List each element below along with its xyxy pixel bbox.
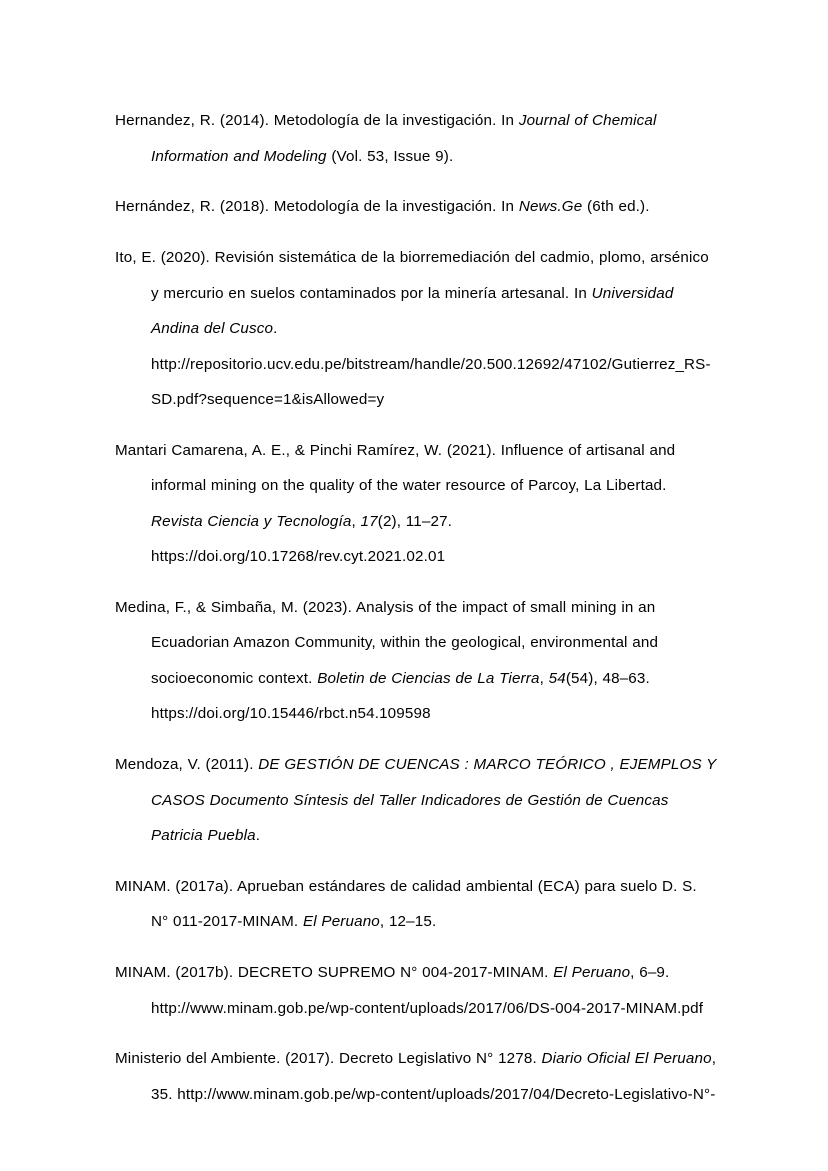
reference-list [115,103,718,1112]
reference-italic-text: Universidad Andina del Cusco [151,284,674,338]
reference-text: MINAM. (2017a). Aprueban estándares de calidad ambiental (ECA) para suelo D. S. N° 011-2017-MINAM. [115,877,697,931]
reference-text: Mantari Camarena, A. E., & Pinchi Ramírez, W. (2021). Influence of artisanal and informal mining on the quality of the water resource of Parcoy, La Libertad. [115,441,676,495]
reference-entry [115,747,718,854]
reference-text: Hernández, R. (2018). Metodología de la investigación. In [115,198,519,216]
reference-text: , 35. http://www.minam.gob.pe/wp-content/uploads/2017/04/Decreto-Legislativo-N°- [151,1050,717,1103]
reference-italic-text: DE GESTIÓN DE CUENCAS : MARCO TEÓRICO , EJEMPLOS Y CASOS Documento Síntesis del Taller Indicadores de Gestión de Cuencas Patricia Puebla [151,756,717,845]
reference-italic-text: El Peruano [553,964,631,981]
reference-text: , [539,669,549,687]
reference-entry [115,1041,718,1112]
reference-italic-text: Revista Ciencia y Tecnología [151,512,352,530]
reference-entry [115,433,718,575]
reference-italic-text: Journal of Chemical Information and Modeling [151,112,657,165]
reference-text: (54), 48–63. https://doi.org/10.15446/rbct.n54.109598 [151,669,650,723]
reference-text: Ministerio del Ambiente. (2017). Decreto Legislativo N° 1278. [115,1050,542,1068]
reference-italic-text: News.Ge [518,198,583,216]
reference-text: , [351,512,361,530]
reference-entry [115,590,718,732]
reference-text: (Vol. 53, Issue 9). [326,147,454,165]
reference-italic-text: 54 [548,669,566,687]
reference-text: , 6–9. http://www.minam.gob.pe/wp-content/uploads/2017/06/DS-004-2017-MINAM.pdf [151,964,704,1017]
reference-text: Hernandez, R. (2014). Metodología de la investigación. In [115,112,519,130]
reference-entry [115,955,718,1026]
reference-entry [115,103,718,174]
reference-text: (6th ed.). [582,198,650,216]
reference-italic-text: Boletin de Ciencias de La Tierra [317,669,540,687]
reference-text: MINAM. (2017b). DECRETO SUPREMO N° 004-2017-MINAM. [115,964,554,981]
reference-text: (2), 11–27. https://doi.org/10.17268/rev.cyt.2021.02.01 [151,512,453,566]
reference-entry [115,869,718,940]
reference-text: . [255,827,261,845]
reference-italic-text: 17 [360,512,378,530]
reference-italic-text: Diario Oficial El Peruano [541,1050,712,1068]
reference-text: Mendoza, V. (2011). [115,756,259,774]
reference-text: . http://repositorio.ucv.edu.pe/bitstream/handle/20.500.12692/47102/Gutierrez_RS-SD.pdf?sequence=1&isAllowed=y [151,320,711,409]
reference-entry [115,189,718,225]
reference-italic-text: El Peruano [302,913,380,931]
reference-text: , 12–15. [379,913,437,931]
reference-entry [115,240,718,418]
reference-text: Ito, E. (2020). Revisión sistemática de la biorremediación del cadmio, plomo, arsénico y mercurio en suelos contaminados por la minería artesanal. In [115,249,709,302]
reference-text: Medina, F., & Simbaña, M. (2023). Analysis of the impact of small mining in an Ecuadorian Amazon Community, within the geological, environmental and socioeconomic context. [115,598,659,687]
